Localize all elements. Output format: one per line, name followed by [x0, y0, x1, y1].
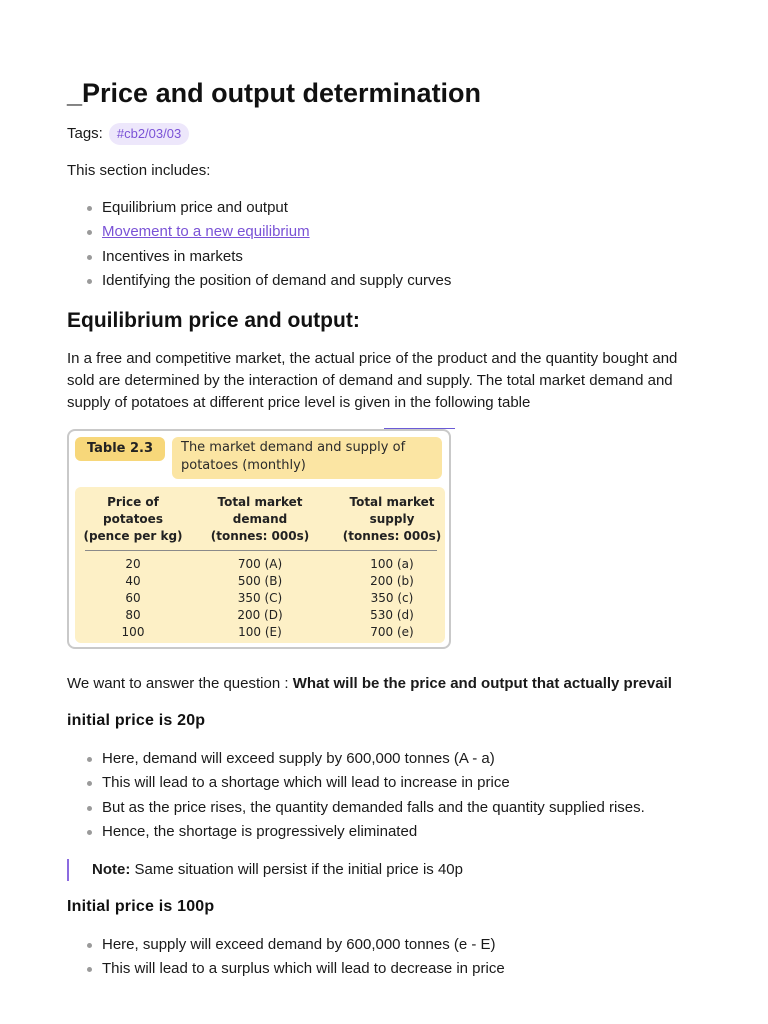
price-values: [73, 556, 193, 641]
table-cell: 700 (A): [237, 557, 283, 571]
demand-values: [200, 556, 320, 641]
list-item: Incentives in markets: [67, 245, 451, 269]
note-label: Note:: [92, 861, 131, 878]
table-cell: 60: [125, 591, 141, 605]
column-header-demand: Total market demand (tonnes: 000s): [210, 495, 310, 543]
tag-chip[interactable]: #cb2/03/03: [109, 123, 189, 145]
table-cell: 80: [125, 608, 141, 622]
question-bold: What will be the price and output that actually prevail: [292, 675, 672, 692]
table-cell: 350 (C): [237, 591, 283, 605]
table-cell: 200 (b): [370, 574, 414, 588]
heading-initial-100p: Initial price is 100p: [67, 898, 215, 915]
table-cell: 100 (E): [238, 625, 282, 639]
bullet-icon: [87, 830, 92, 835]
list-100p: [67, 933, 505, 982]
description-paragraph: In a free and competitive market, the actual price of the product and the quantity bought and sold are determined by the interaction of demand and supply. The total market demand and supply of potatoes at different price level is given in the following table: [67, 350, 678, 412]
tags-label: Tags:: [67, 125, 103, 142]
table-caption: The market demand and supply of potatoes (monthly): [172, 437, 442, 479]
table-cell: 40: [125, 574, 141, 588]
list-item[interactable]: [67, 220, 451, 244]
header-divider: [85, 550, 437, 551]
heading-equilibrium: Equilibrium price and output:: [67, 309, 360, 332]
column-header-supply: Total market supply (tonnes: 000s): [342, 495, 442, 543]
table-figure: [67, 429, 451, 649]
list-item: Identifying the position of demand and supply curves: [67, 269, 451, 293]
bullet-icon: [87, 255, 92, 260]
supply-values: [332, 556, 452, 641]
list-item: This will lead to a surplus which will lead to decrease in price: [67, 957, 505, 981]
heading-initial-20p: initial price is 20p: [67, 712, 206, 729]
table-cell: 20: [125, 557, 141, 571]
table-label: Table 2.3: [75, 437, 165, 461]
section-contents-list: [67, 196, 451, 293]
list-item: This will lead to a shortage which will lead to increase in price: [67, 771, 645, 795]
list-item: Equilibrium price and output: [67, 196, 451, 220]
table-cell: 350 (c): [370, 591, 414, 605]
list-20p: [67, 747, 645, 844]
note-accent-bar: [67, 859, 69, 881]
bullet-icon: [87, 967, 92, 972]
page-title: _Price and output determination: [67, 78, 482, 108]
list-item: Here, demand will exceed supply by 600,000 tonnes (A - a): [67, 747, 645, 771]
list-item: But as the price rises, the quantity demanded falls and the quantity supplied rises.: [67, 796, 645, 820]
question-text: We want to answer the question : What will be the price and output that actually prevail: [67, 675, 672, 692]
table-body: [75, 487, 445, 643]
table-cell: 700 (e): [370, 625, 414, 639]
column-header-price: Price of potatoes (pence per kg): [83, 495, 183, 543]
table-cell: 100: [121, 625, 145, 639]
bullet-icon: [87, 279, 92, 284]
intro-text: This section includes:: [67, 162, 211, 179]
bullet-icon: [87, 806, 92, 811]
list-item: Hence, the shortage is progressively eliminated: [67, 820, 645, 844]
note-text: Note: Same situation will persist if the initial price is 40p: [92, 861, 463, 878]
list-item: Here, supply will exceed demand by 600,000 tonnes (e - E): [67, 933, 505, 957]
movement-equilibrium-link[interactable]: Movement to a new equilibrium: [102, 223, 310, 241]
table-cell: 200 (D): [237, 608, 283, 622]
bullet-icon: [87, 943, 92, 948]
table-cell: 100 (a): [370, 557, 414, 571]
bullet-icon: [87, 206, 92, 211]
bullet-icon: [87, 781, 92, 786]
bullet-icon: [87, 757, 92, 762]
table-cell: 530 (d): [370, 608, 414, 622]
table-cell: 500 (B): [237, 574, 283, 588]
tags-row: [67, 123, 189, 145]
bullet-icon: [87, 230, 92, 235]
